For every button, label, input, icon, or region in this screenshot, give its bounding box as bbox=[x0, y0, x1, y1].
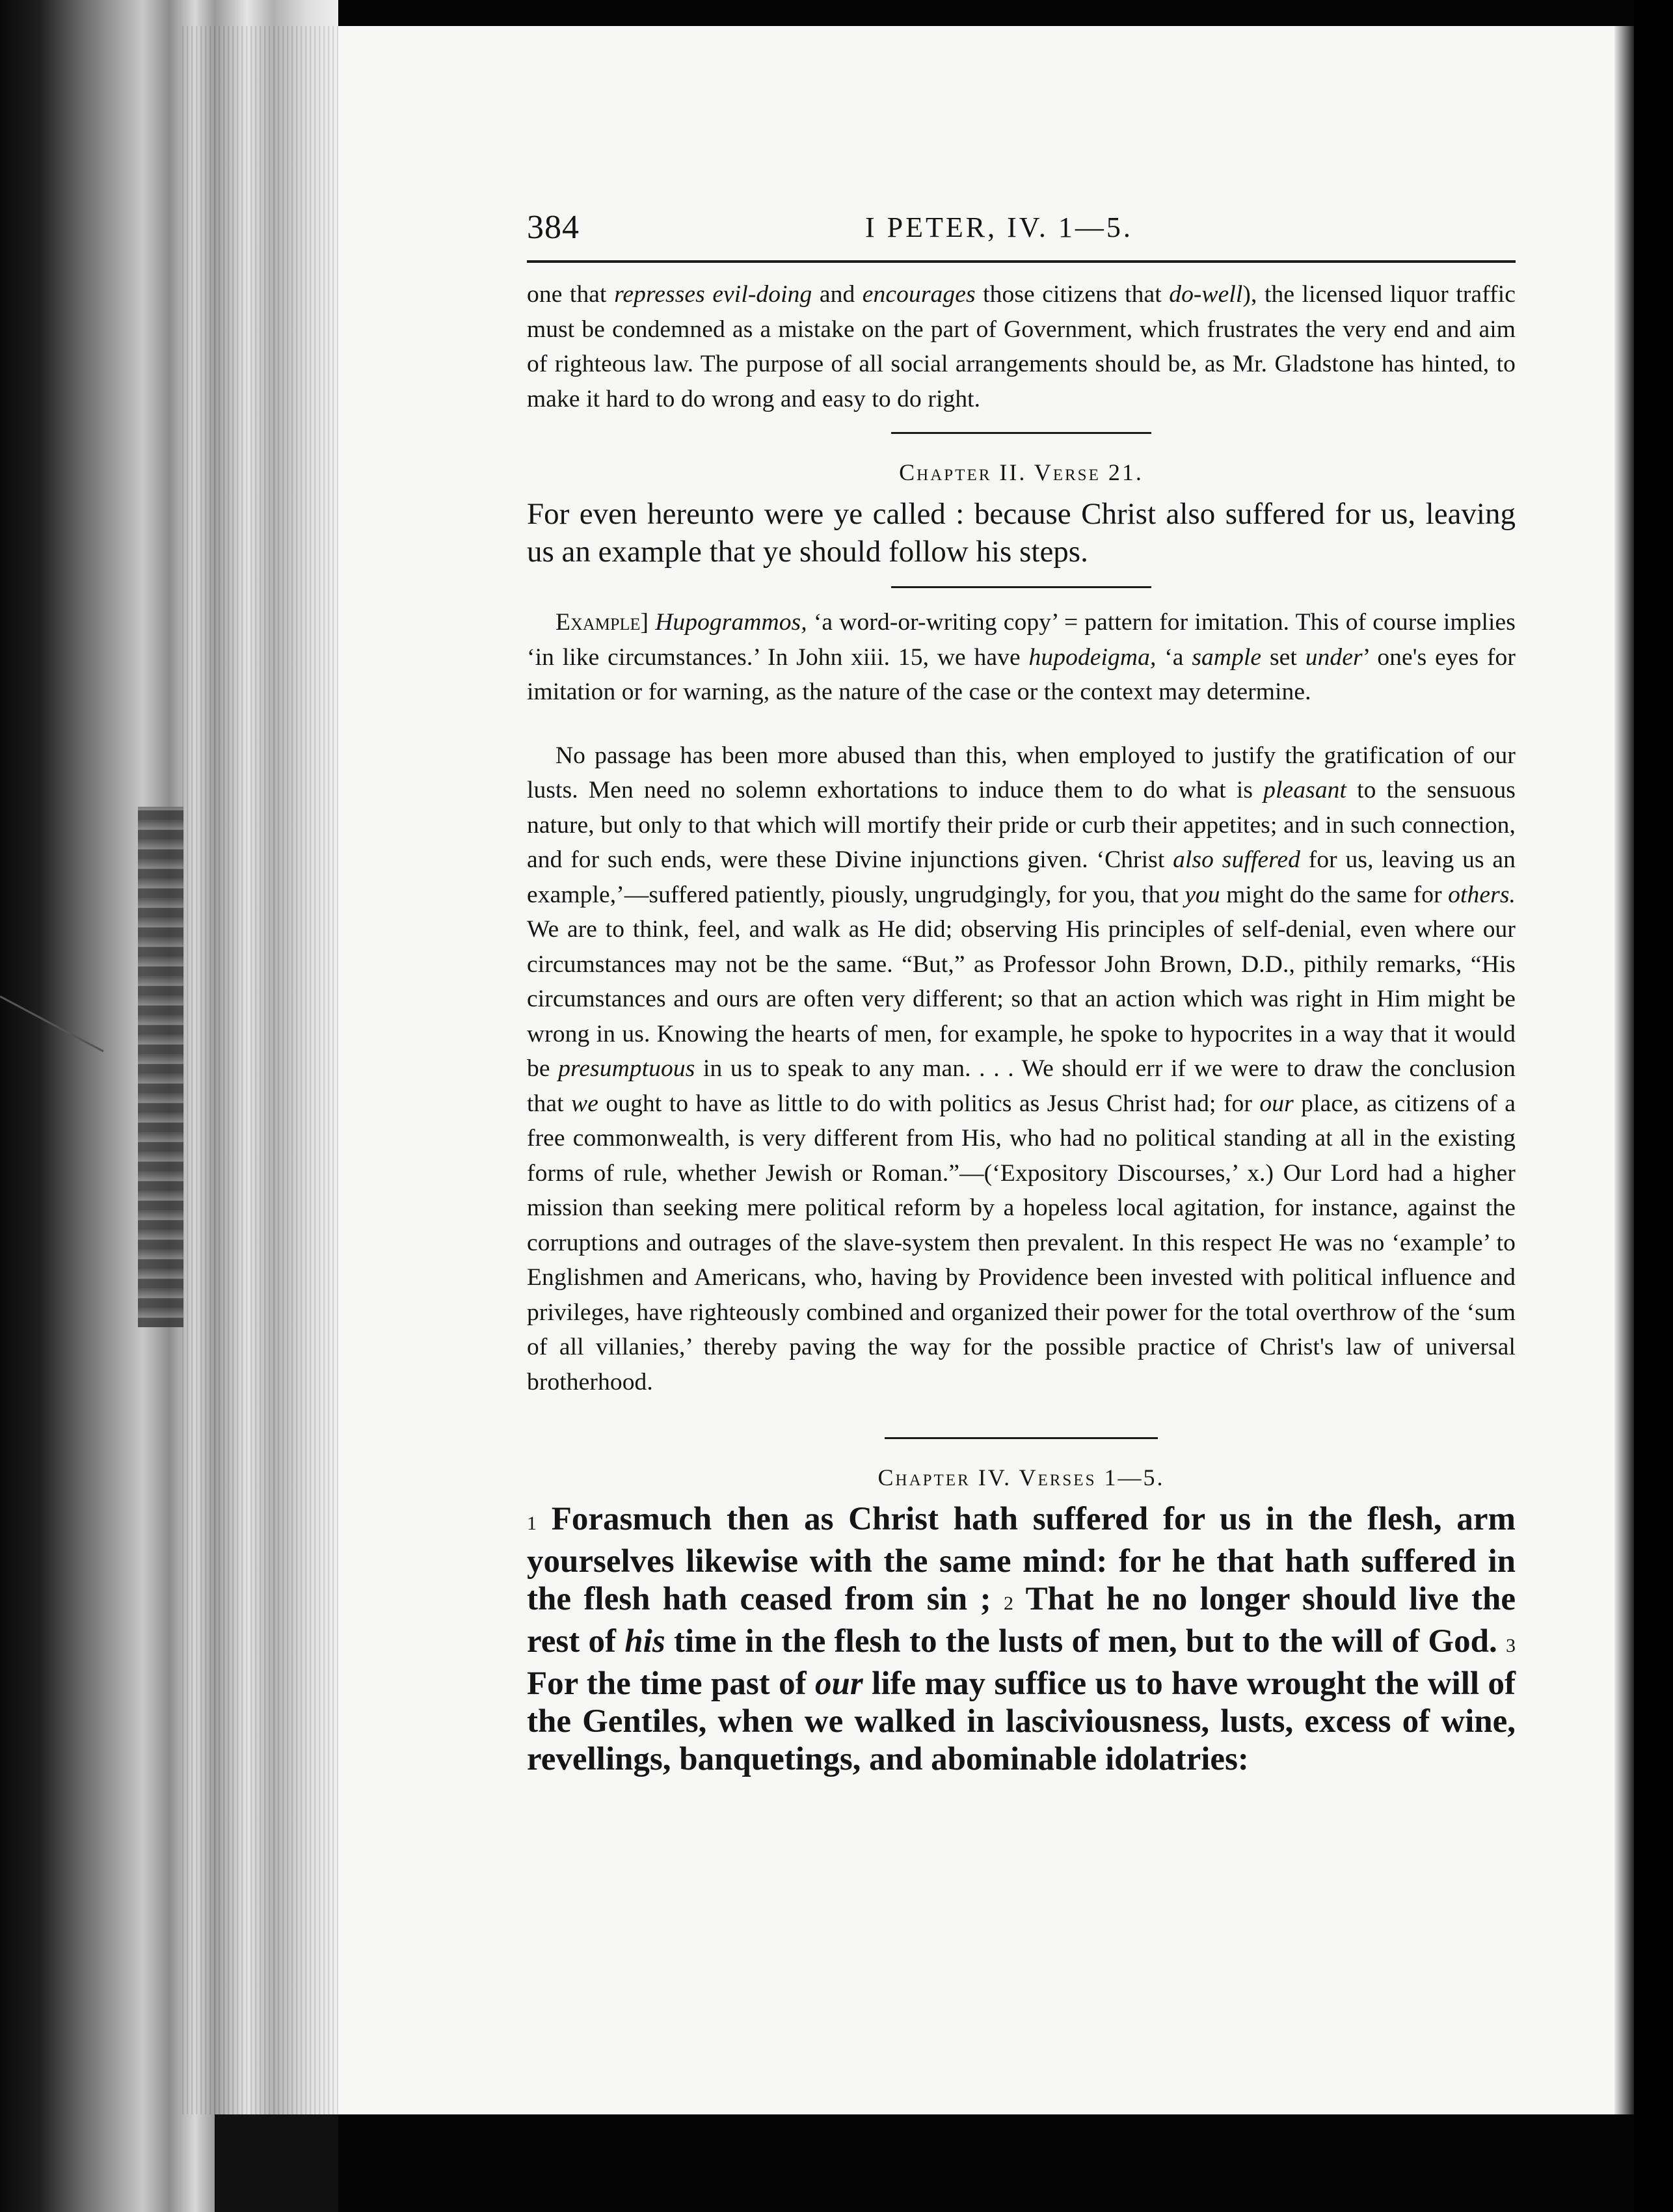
book-shadow bbox=[215, 2114, 338, 2212]
italic-run: our bbox=[815, 1666, 863, 1702]
text-run: That he no longer should live the rest of bbox=[527, 1581, 1516, 1660]
library-stamp bbox=[138, 807, 183, 1327]
text-run: ), the licensed liquor traffic must be condemned as a mistake on the part of Government, which frustrates the very end and aim of righteous law. The purpose of all social arrangements should be, as Mr. Gladstone has hinted, to make it hard to do wrong and easy to do right. bbox=[527, 281, 1516, 412]
text-run: For the time past of bbox=[527, 1666, 816, 1702]
text-run: ’ one's eyes for imitation or for warning, as the nature of the case or the context may determine. bbox=[527, 643, 1516, 705]
page-gutter-shadow bbox=[1614, 26, 1634, 2114]
italic-run: sample bbox=[1192, 643, 1262, 671]
text-run: those citizens that bbox=[975, 281, 1170, 308]
italic-run: under bbox=[1305, 643, 1363, 671]
text-run: life may suffice us to have wrought the will of the Gentiles, when we walked in lasciviousness, lusts, excess of wine, revellings, banquetings, and abominable idolatries: bbox=[527, 1666, 1516, 1777]
italic-run: our bbox=[1259, 1090, 1294, 1117]
text-run: We are to think, feel, and walk as He did; observing His principles of self-denial, even where our circumstances may not be the same. “But,” as Professor John Brown, D.D., pithily remarks, “His circumstances and ours are often very different; so that an action which was right in Him might be wrong in us. Knowing the hearts of men, for example, he spoke to hypocrites in a way that it would be bbox=[527, 916, 1516, 1082]
text-run: ‘a bbox=[1156, 643, 1192, 671]
italic-run: Hupogrammos, bbox=[655, 609, 807, 636]
spacer bbox=[527, 710, 1516, 738]
italic-run: do-well bbox=[1169, 281, 1243, 308]
text-run: ‘a word-or-writing copy’ = pattern for imitation. This of course implies ‘in like circumstances.’ In John xiii. 15, we have bbox=[527, 609, 1516, 671]
section-divider bbox=[885, 1437, 1158, 1439]
note-label: Example] bbox=[555, 609, 649, 636]
book-fore-edge bbox=[0, 0, 338, 2212]
page-number: 384 bbox=[527, 209, 580, 246]
text-run: ought to have as little to do with politics as Jesus Christ had; for bbox=[598, 1090, 1260, 1117]
text-run: and bbox=[812, 281, 863, 308]
italic-run: his bbox=[624, 1623, 665, 1660]
italic-run: pleasant bbox=[1263, 777, 1347, 803]
text-run: to the sensuous nature, but only to that which will mortify their pride or curb their appetites; and in such connection, and for such ends, were these Divine injunctions given. ‘Christ bbox=[527, 777, 1516, 873]
section-divider bbox=[891, 586, 1151, 588]
page-text-block bbox=[527, 208, 1516, 1778]
word-note bbox=[527, 605, 1516, 710]
italic-run: also suffered bbox=[1173, 846, 1300, 873]
running-head bbox=[527, 208, 1516, 263]
scripture-verse: For even hereunto were ye called : because Christ also suffered for us, leaving us an example that ye should follow his steps. bbox=[527, 497, 1516, 569]
commentary-paragraph bbox=[527, 738, 1516, 1400]
scan-border-top bbox=[338, 0, 1634, 26]
scan-border-bottom bbox=[338, 2114, 1634, 2212]
italic-run: we bbox=[571, 1090, 598, 1117]
italic-run: represses evil-doing bbox=[614, 281, 812, 308]
verse-number: 3 bbox=[1506, 1635, 1516, 1656]
italic-run: hupodeigma, bbox=[1028, 643, 1157, 671]
text-run: for us, leaving us an example,’—suffered patiently, piously, ungrudgingly, for you, that bbox=[527, 846, 1516, 908]
text-run: in us to speak to any man. . . . We should err if we were to draw the conclusion that bbox=[527, 1055, 1516, 1117]
verse-number: 2 bbox=[1004, 1593, 1014, 1614]
page-stack-edges bbox=[182, 26, 338, 2114]
text-run: time in the flesh to the lusts of men, but to the will of God. bbox=[665, 1623, 1506, 1660]
text-run: might do the same for bbox=[1220, 881, 1449, 908]
running-title: I PETER, IV. 1—5. bbox=[865, 211, 1133, 243]
text-run: place, as citizens of a free commonwealth, is very different from His, who had no political standing at all in the existing forms of rule, whether Jewish or Roman.”—(‘Expository Discourses,’ x.) Our Lord had a higher mission than seeking mere political reform by a hopeless local agitation, for instance, against the corruptions and outrages of the slave-system then prevalent. In this respect He was no ‘example’ to Englishmen and Americans, who, having by Providence been invested with political influence and privileges, have righteously combined and organized their power for the total overthrow of the ‘sum of all villanies,’ thereby paving the way for the possible practice of Christ's law of universal brotherhood. bbox=[527, 1090, 1516, 1396]
section-divider bbox=[891, 432, 1151, 434]
italic-run: encourages bbox=[862, 281, 976, 308]
text-run: one that bbox=[527, 281, 615, 308]
text-run: No passage has been more abused than this, when employed to justify the gratification of our lusts. Men need no solemn exhortations to induce them to do what is bbox=[527, 742, 1516, 803]
italic-run: presumptuous bbox=[558, 1055, 695, 1082]
section-heading: Chapter II. Verse 21. bbox=[899, 459, 1144, 485]
italic-run: you bbox=[1184, 881, 1220, 908]
scripture-passage bbox=[527, 1500, 1516, 1778]
section-heading: Chapter IV. Verses 1—5. bbox=[877, 1464, 1165, 1490]
italic-run: others. bbox=[1448, 881, 1516, 908]
opening-paragraph bbox=[527, 277, 1516, 416]
verse-number: 1 bbox=[527, 1513, 537, 1534]
text-run: Forasmuch then as Christ hath suffered for us in the flesh, arm yourselves likewise with the same mind: for he that hath suffered in the flesh hath ceased from sin ; bbox=[527, 1501, 1516, 1617]
scan-border-right bbox=[1634, 0, 1673, 2212]
text-run: set bbox=[1261, 643, 1305, 671]
